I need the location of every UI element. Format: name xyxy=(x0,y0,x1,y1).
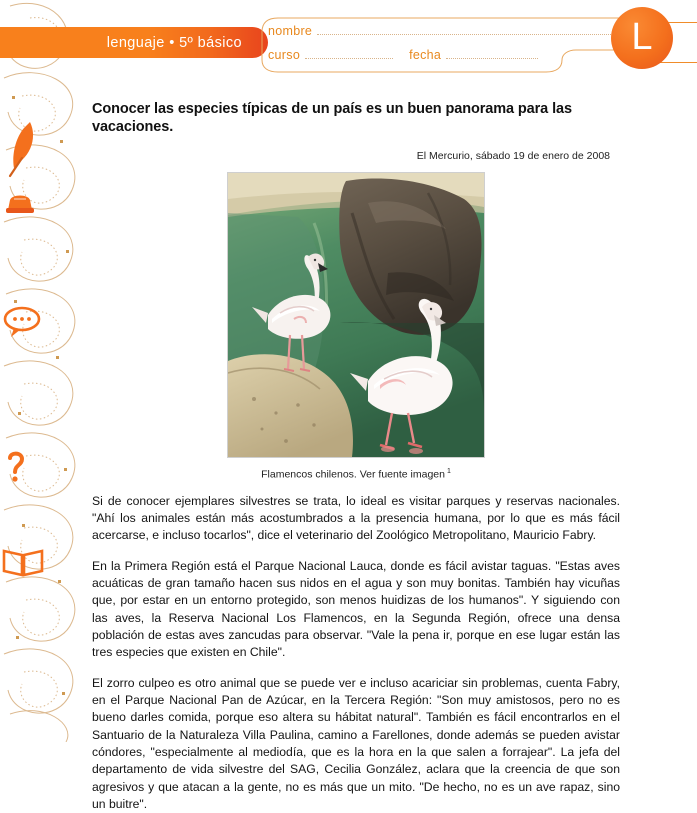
flamingo-photo-artwork xyxy=(228,173,484,457)
nombre-field-row[interactable] xyxy=(268,24,619,38)
figure-footnote-marker: 1 xyxy=(446,468,451,476)
figure-caption xyxy=(92,468,620,481)
article-paragraph-2: En la Primera Región está el Parque Nacional Lauca, donde es fácil avistar taguas. "Estas aves acuáticas de gran tamaño hacen sus nidos en el agua y son muy bonitas. También hay vicuñas que, por estar en un entorno protegido, son menos huidizas de los humanos". Y siguiendo con las aves, la Reserva Nacional Los Flamencos, en la Segunda Región, ofrece una densa población de estas aves zancudas para observar. "Vale la pena ir, porque en ese lugar están las tres especies que existen en Chile". xyxy=(92,558,620,660)
subject-logo-badge xyxy=(611,7,673,69)
fecha-label: fecha xyxy=(409,48,442,62)
article-figure xyxy=(92,172,620,481)
nombre-input-line[interactable] xyxy=(317,25,617,35)
fecha-input-line[interactable] xyxy=(446,49,538,59)
figure-caption-text: Flamencos chilenos. Ver fuente imagen xyxy=(261,468,445,481)
article-paragraph-1: Si de conocer ejemplares silvestres se trata, lo ideal es visitar parques y reservas nacionales. "Ahí los animales están más acostumbrados a la presencia humana, por lo que es más fácil acercarse, e incluso tocarlos", dice el veterinario del Zoológico Metropolitano, Mauricio Fabry. xyxy=(92,493,620,543)
decorative-sidebar xyxy=(0,0,88,742)
swirl-background xyxy=(0,0,88,742)
source-attribution: El Mercurio, sábado 19 de enero de 2008 xyxy=(416,150,610,163)
curso-label: curso xyxy=(268,48,301,62)
curso-input-line[interactable] xyxy=(305,49,393,59)
logo-letter: L xyxy=(631,16,653,58)
page-title: Conocer las especies típicas de un país es un buen panorama para las vacaciones. xyxy=(92,101,572,136)
flamingo-photo xyxy=(227,172,485,458)
article-paragraph-3: El zorro culpeo es otro animal que se puede ver e incluso acariciar sin problemas, cuenta Fabry, en el Parque Nacional Pan de Azúcar, en la Tercera Región: "Son muy amistosos, pero no es bueno darles comida, porque eso altera su hábitat natural". También es fácil encontrarlos en el Santuario de la Naturaleza Villa Paulina, camino a Farellones, donde además se pueden avistar cóndores, "especialmente al mediodía, que es la hora en la que salen a forrajear". La jefa del departamento de vida silvestre del SAG, Cecilia González, aclara que la creencia de que son agresivos y que atacan a la gente, no es más que un mito. "De hecho, no es un ave rapaz, sino un buitre". xyxy=(92,675,620,811)
worksheet-content xyxy=(92,100,620,813)
student-info-form xyxy=(256,14,636,76)
subject-banner xyxy=(0,27,268,58)
curso-fecha-field-row[interactable] xyxy=(268,48,540,62)
nombre-label: nombre xyxy=(268,24,313,38)
page-header xyxy=(0,0,697,92)
subject-banner-label: lenguaje • 5º básico xyxy=(106,34,242,51)
